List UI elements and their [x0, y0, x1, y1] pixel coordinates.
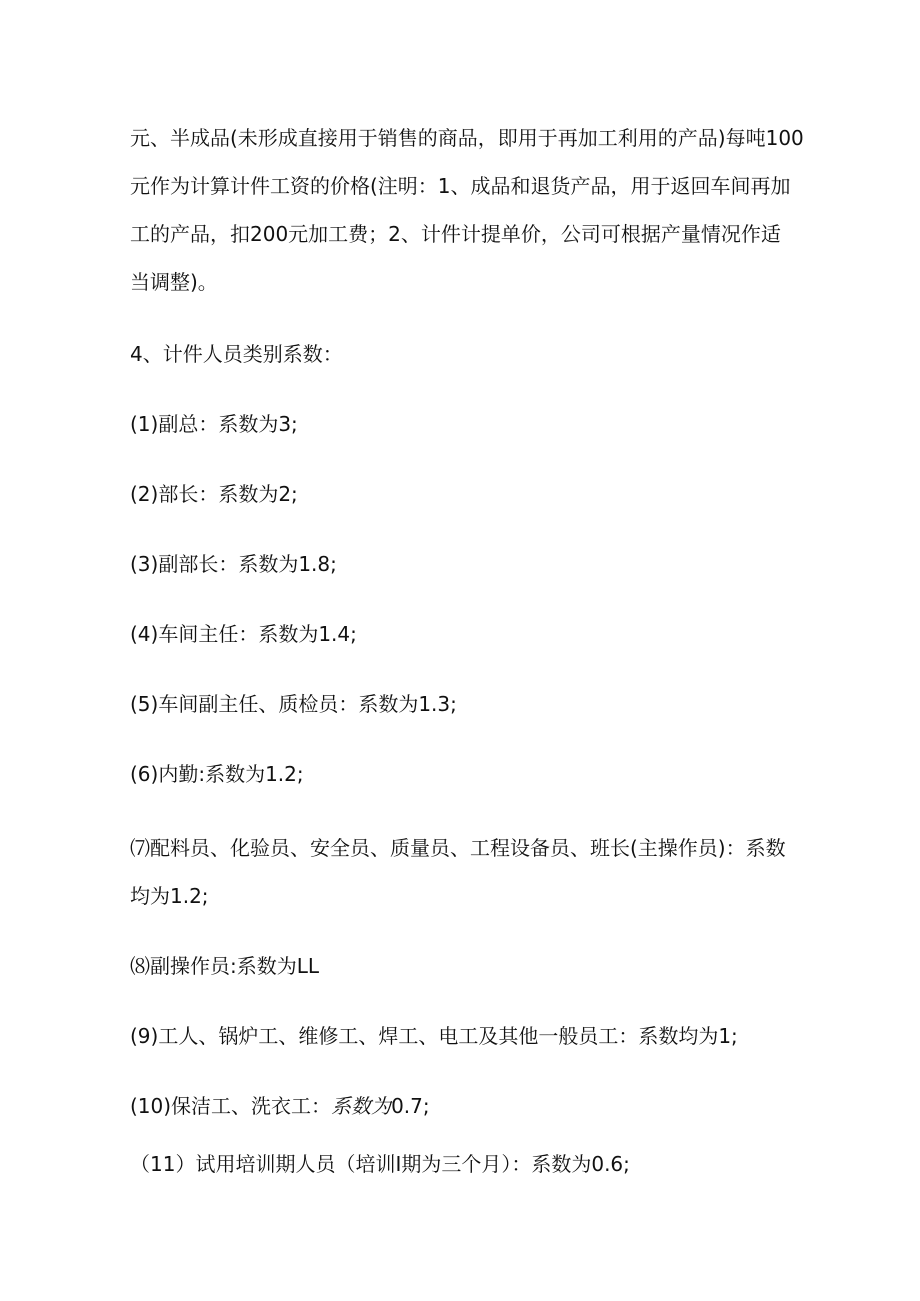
coefficient-item-6: (6)内勤:系数为1.2;: [130, 762, 304, 786]
coefficient-item-8: ⑻副操作员:系数为LL: [130, 954, 320, 978]
coefficient-item-3: (3)副部长：系数为1.8;: [130, 552, 337, 576]
coefficient-item-5: (5)车间副主任、质检员：系数为1.3;: [130, 692, 457, 716]
coefficient-item-10-italic: 系数为: [331, 1094, 392, 1118]
intro-line: 当调整)。: [130, 270, 218, 294]
coefficient-item-7: [130, 824, 800, 920]
coefficient-item-7-line-2: 均为1.2;: [130, 884, 209, 908]
intro-line: 工的产品，扣200元加工费；2、计件计提单价，公司可根据产量情况作适: [130, 222, 781, 246]
intro-line: 元作为计算计件工资的价格(注明：1、成品和退货产品，用于返回车间再加: [130, 174, 791, 198]
coefficient-item-9: (9)工人、锅炉工、维修工、焊工、电工及其他一般员工：系数均为1;: [130, 1024, 738, 1048]
coefficient-item-11: （11）试用培训期人员（培训Ⅰ期为三个月）：系数为0.6;: [130, 1152, 630, 1176]
coefficient-item-1: (1)副总：系数为3;: [130, 412, 298, 436]
coefficient-item-4: (4)车间主任：系数为1.4;: [130, 622, 357, 646]
coefficient-item-10-suffix: 0.7;: [391, 1094, 430, 1118]
section-heading: 4、计件人员类别系数：: [130, 342, 343, 366]
intro-paragraph: [130, 114, 804, 306]
coefficient-item-10: [130, 1082, 800, 1130]
coefficient-item-7-line-1: ⑺配料员、化验员、安全员、质量员、工程设备员、班长(主操作员)：系数: [130, 836, 786, 860]
intro-line: 元、半成品(未形成直接用于销售的商品，即用于再加工利用的产品)每吨100: [130, 126, 804, 150]
coefficient-item-2: (2)部长：系数为2;: [130, 482, 298, 506]
coefficient-item-10-prefix: (10)保洁工、洗衣工：: [130, 1094, 332, 1118]
